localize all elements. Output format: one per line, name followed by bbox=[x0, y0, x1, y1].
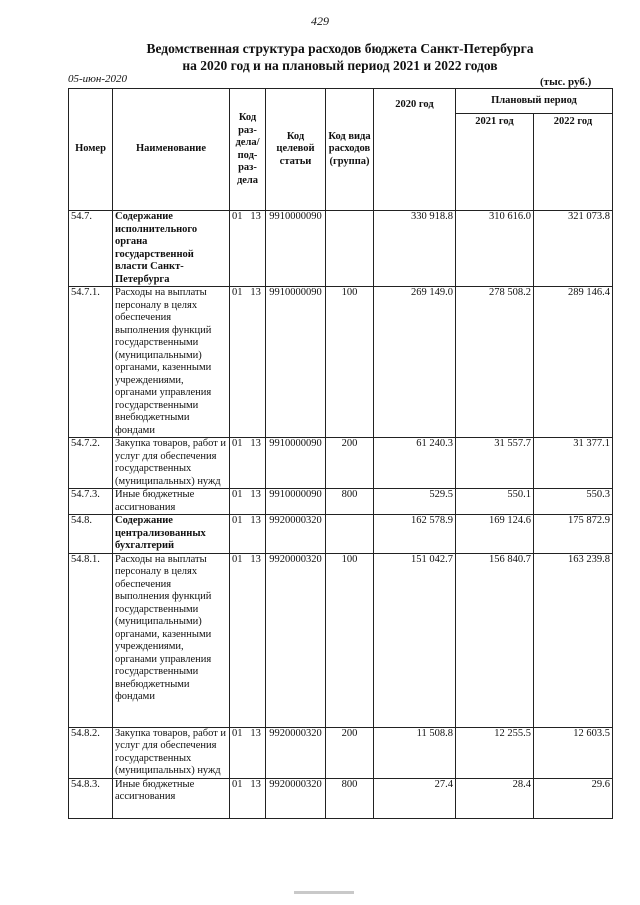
row-number: 54.7. bbox=[69, 211, 113, 287]
row-razdel bbox=[230, 211, 266, 287]
row-2022: 163 239.8 bbox=[534, 553, 613, 727]
row-vid: 800 bbox=[326, 778, 374, 818]
document-title bbox=[60, 40, 620, 74]
table-row bbox=[69, 727, 613, 778]
row-vid: 200 bbox=[326, 727, 374, 778]
budget-table bbox=[68, 88, 613, 819]
row-2021: 28.4 bbox=[456, 778, 534, 818]
row-podrazdel-code: 13 bbox=[250, 515, 261, 526]
row-podrazdel-code: 13 bbox=[250, 778, 261, 790]
row-2020: 27.4 bbox=[374, 778, 456, 818]
header-celevaya: Код целевой статьи bbox=[266, 89, 326, 211]
document-date: 05-июн-2020 bbox=[68, 73, 128, 85]
table-row bbox=[69, 287, 613, 438]
header-name: Наименование bbox=[113, 89, 230, 211]
row-name: Иные бюджетные ассигнования bbox=[113, 778, 230, 818]
row-2021: 278 508.2 bbox=[456, 287, 534, 438]
row-2020: 11 508.8 bbox=[374, 727, 456, 778]
table-row bbox=[69, 211, 613, 287]
footer-mark bbox=[294, 891, 354, 894]
row-razdel-code: 01 bbox=[232, 211, 243, 222]
row-2020: 162 578.9 bbox=[374, 515, 456, 554]
header-razdel: Код раз- дела/ под- раз- дела bbox=[230, 89, 266, 211]
row-vid: 800 bbox=[326, 489, 374, 515]
row-2022: 31 377.1 bbox=[534, 438, 613, 489]
row-name: Закупка товаров, работ и услуг для обеспечения государственных (муниципальных) нужд bbox=[113, 438, 230, 489]
row-razdel bbox=[230, 778, 266, 818]
header-2020: 2020 год bbox=[374, 89, 456, 211]
row-razdel bbox=[230, 727, 266, 778]
row-celevaya: 9920000320 bbox=[266, 727, 326, 778]
row-razdel bbox=[230, 438, 266, 489]
row-number: 54.7.1. bbox=[69, 287, 113, 438]
row-celevaya: 9920000320 bbox=[266, 553, 326, 727]
row-razdel-code: 01 bbox=[232, 489, 243, 500]
row-2022: 29.6 bbox=[534, 778, 613, 818]
row-name: Содержание централизованных бухгалтерий bbox=[113, 515, 230, 554]
row-razdel-code: 01 bbox=[232, 287, 243, 298]
row-razdel bbox=[230, 553, 266, 727]
row-razdel-code: 01 bbox=[232, 515, 243, 526]
row-2022: 289 146.4 bbox=[534, 287, 613, 438]
table-body bbox=[69, 211, 613, 819]
row-razdel bbox=[230, 287, 266, 438]
title-line-1: Ведомственная структура расходов бюджета Санкт-Петербурга bbox=[146, 41, 534, 56]
row-celevaya: 9910000090 bbox=[266, 211, 326, 287]
row-number: 54.8. bbox=[69, 515, 113, 554]
row-number: 54.7.3. bbox=[69, 489, 113, 515]
row-name: Закупка товаров, работ и услуг для обеспечения государственных (муниципальных) нужд bbox=[113, 727, 230, 778]
row-2020: 269 149.0 bbox=[374, 287, 456, 438]
row-2022: 12 603.5 bbox=[534, 727, 613, 778]
row-2021: 169 124.6 bbox=[456, 515, 534, 554]
row-vid bbox=[326, 515, 374, 554]
row-2022: 550.3 bbox=[534, 489, 613, 515]
row-2021: 12 255.5 bbox=[456, 727, 534, 778]
table-row bbox=[69, 515, 613, 554]
row-2020: 61 240.3 bbox=[374, 438, 456, 489]
table-row bbox=[69, 489, 613, 515]
row-number: 54.7.2. bbox=[69, 438, 113, 489]
row-2020: 330 918.8 bbox=[374, 211, 456, 287]
row-vid bbox=[326, 211, 374, 287]
row-number: 54.8.1. bbox=[69, 553, 113, 727]
table-row bbox=[69, 438, 613, 489]
row-podrazdel-code: 13 bbox=[250, 287, 261, 298]
row-celevaya: 9920000320 bbox=[266, 778, 326, 818]
row-razdel bbox=[230, 489, 266, 515]
row-podrazdel-code: 13 bbox=[250, 489, 261, 500]
row-vid: 100 bbox=[326, 287, 374, 438]
row-razdel-code: 01 bbox=[232, 553, 243, 565]
header-vid: Код вида расходов (группа) bbox=[326, 89, 374, 211]
row-2021: 156 840.7 bbox=[456, 553, 534, 727]
row-2021: 31 557.7 bbox=[456, 438, 534, 489]
row-celevaya: 9920000320 bbox=[266, 515, 326, 554]
header-plan: Плановый период bbox=[456, 89, 613, 114]
row-2020: 529.5 bbox=[374, 489, 456, 515]
row-name: Содержание исполнительного органа государственной власти Санкт-Петербурга bbox=[113, 211, 230, 287]
row-podrazdel-code: 13 bbox=[250, 438, 261, 449]
row-name: Расходы на выплаты персоналу в целях обеспечения выполнения функций государственными (муниципальными) органами, казенными учреждениями, органами управления государственными внебюджетными фондами bbox=[113, 553, 230, 727]
row-name: Иные бюджетные ассигнования bbox=[113, 489, 230, 515]
row-razdel-code: 01 bbox=[232, 727, 243, 739]
row-razdel-code: 01 bbox=[232, 778, 243, 790]
row-celevaya: 9910000090 bbox=[266, 489, 326, 515]
row-2020: 151 042.7 bbox=[374, 553, 456, 727]
header-2022: 2022 год bbox=[534, 114, 613, 211]
row-2021: 550.1 bbox=[456, 489, 534, 515]
row-celevaya: 9910000090 bbox=[266, 287, 326, 438]
row-podrazdel-code: 13 bbox=[250, 727, 261, 739]
units-label: (тыс. руб.) bbox=[540, 76, 592, 88]
row-2021: 310 616.0 bbox=[456, 211, 534, 287]
row-razdel-code: 01 bbox=[232, 438, 243, 449]
title-line-2: на 2020 год и на плановый период 2021 и 2022 годов bbox=[182, 58, 498, 73]
row-celevaya: 9910000090 bbox=[266, 438, 326, 489]
row-podrazdel-code: 13 bbox=[250, 211, 261, 222]
row-2022: 321 073.8 bbox=[534, 211, 613, 287]
row-podrazdel-code: 13 bbox=[250, 553, 261, 565]
row-2022: 175 872.9 bbox=[534, 515, 613, 554]
header-nomer: Номер bbox=[69, 89, 113, 211]
row-name: Расходы на выплаты персоналу в целях обеспечения выполнения функций государственными (муниципальными) органами, казенными учреждениями, органами управления государственными внебюджетными фондами bbox=[113, 287, 230, 438]
row-vid: 200 bbox=[326, 438, 374, 489]
row-razdel bbox=[230, 515, 266, 554]
row-vid: 100 bbox=[326, 553, 374, 727]
row-number: 54.8.2. bbox=[69, 727, 113, 778]
table-row bbox=[69, 778, 613, 818]
header-2021: 2021 год bbox=[456, 114, 534, 211]
table-row bbox=[69, 553, 613, 727]
page-number: 429 bbox=[311, 14, 329, 28]
row-number: 54.8.3. bbox=[69, 778, 113, 818]
